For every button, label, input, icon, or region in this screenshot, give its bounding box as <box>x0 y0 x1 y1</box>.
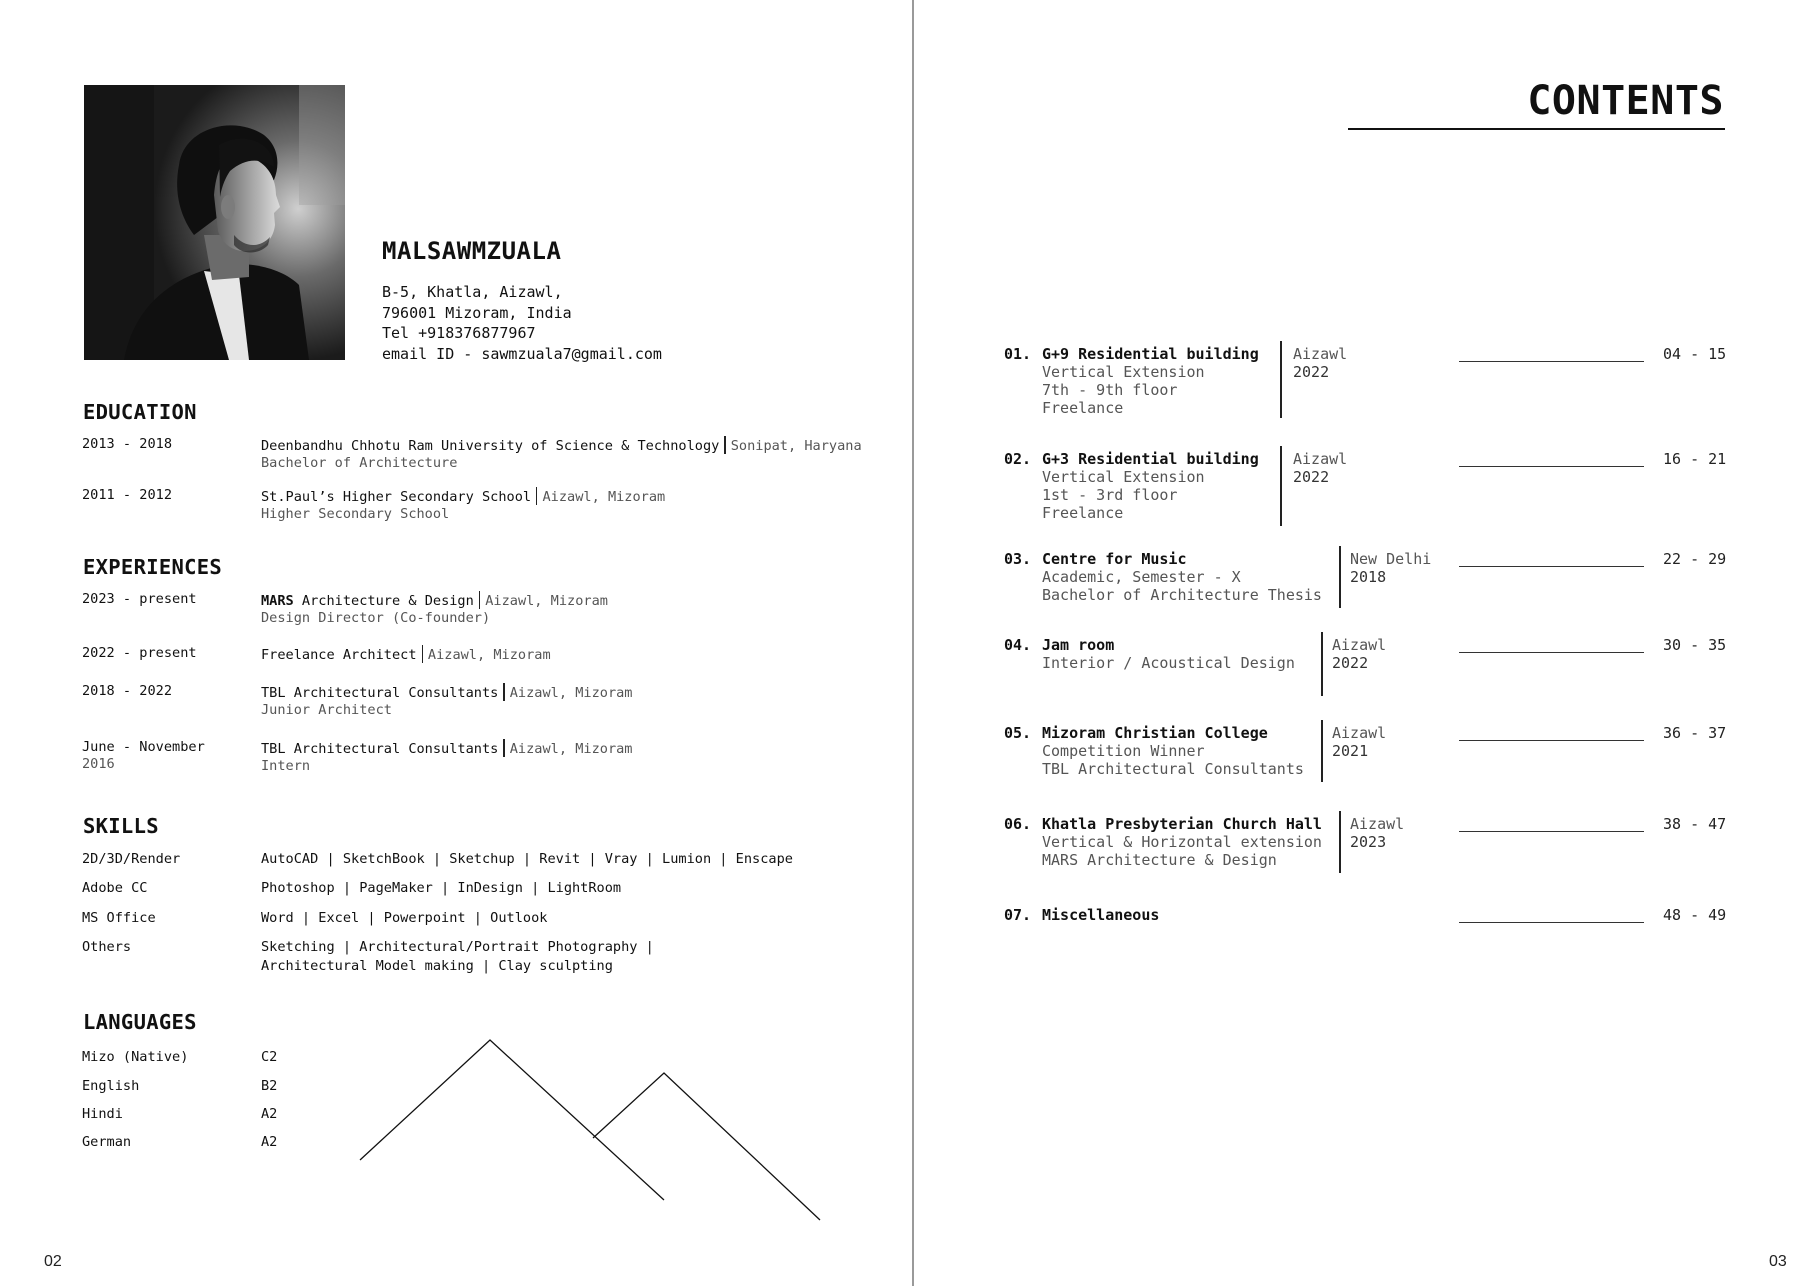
education-heading: EDUCATION <box>83 400 197 424</box>
skills-heading: SKILLS <box>83 814 159 838</box>
spread-divider <box>912 0 914 1286</box>
skill-category: 2D/3D/Render <box>82 851 181 867</box>
education-detail: Higher Secondary School <box>261 506 450 522</box>
toc-number: 03. <box>1004 550 1032 568</box>
language-name: Hindi <box>82 1106 123 1122</box>
toc-detail: Academic, Semester - X <box>1042 568 1241 586</box>
toc-detail: Vertical & Horizontal extension <box>1042 833 1322 851</box>
toc-title: G+3 Residential building <box>1042 450 1259 468</box>
toc-leader-line <box>1459 652 1644 653</box>
skill-list: Sketching | Architectural/Portrait Photography | <box>261 939 654 955</box>
profile-photo <box>84 85 345 360</box>
toc-detail: 1st - 3rd floor <box>1042 486 1178 504</box>
toc-divider <box>1280 341 1282 418</box>
toc-number: 02. <box>1004 450 1032 468</box>
toc-detail: MARS Architecture & Design <box>1042 851 1277 869</box>
toc-detail: Bachelor of Architecture Thesis <box>1042 586 1322 604</box>
toc-pages: 36 - 37 <box>1663 724 1727 742</box>
toc-title: Mizoram Christian College <box>1042 724 1268 742</box>
person-name: MALSAWMZUALA <box>382 237 562 265</box>
experience-location: Aizawl, Mizoram <box>485 593 608 609</box>
toc-year: 2022 <box>1293 363 1330 381</box>
toc-year: 2018 <box>1350 568 1387 586</box>
experience-years: 2023 - present <box>82 591 197 607</box>
separator <box>422 645 423 663</box>
toc-title: Miscellaneous <box>1042 906 1160 924</box>
toc-detail: Freelance <box>1042 504 1124 522</box>
address-line-1: B-5, Khatla, Aizawl, <box>382 283 563 301</box>
toc-number: 05. <box>1004 724 1032 742</box>
toc-year: 2022 <box>1293 468 1330 486</box>
toc-detail: Vertical Extension <box>1042 468 1205 486</box>
languages-heading: LANGUAGES <box>83 1010 197 1034</box>
experience-org-bold: MARS <box>261 593 294 609</box>
separator <box>724 436 725 454</box>
toc-divider <box>1280 446 1282 526</box>
toc-leader-line <box>1459 922 1644 923</box>
toc-number: 04. <box>1004 636 1032 654</box>
experience-role: Intern <box>261 758 311 774</box>
separator <box>536 487 537 505</box>
toc-number: 07. <box>1004 906 1032 924</box>
language-name: Mizo (Native) <box>82 1049 189 1065</box>
experience-years: 2022 - present <box>82 645 197 661</box>
toc-title: Khatla Presbyterian Church Hall <box>1042 815 1322 833</box>
experiences-heading: EXPERIENCES <box>83 555 223 579</box>
toc-place: Aizawl <box>1293 345 1348 363</box>
skill-category: MS Office <box>82 910 156 926</box>
experience-org: Architecture & Design <box>293 593 474 609</box>
experience-location: Aizawl, Mizoram <box>509 741 633 757</box>
separator <box>503 739 504 757</box>
toc-number: 01. <box>1004 345 1032 363</box>
toc-year: 2021 <box>1332 742 1369 760</box>
language-level: A2 <box>261 1106 278 1122</box>
toc-leader-line <box>1459 566 1644 567</box>
toc-pages: 30 - 35 <box>1663 636 1727 654</box>
experience-location: Aizawl, Mizoram <box>427 647 551 663</box>
toc-pages: 22 - 29 <box>1663 550 1727 568</box>
toc-divider <box>1321 632 1323 696</box>
skill-category: Others <box>82 939 132 955</box>
toc-divider <box>1339 546 1341 608</box>
experience-years: June - November <box>82 739 205 755</box>
title-underline <box>1348 128 1725 130</box>
toc-divider <box>1321 720 1323 782</box>
toc-leader-line <box>1459 831 1644 832</box>
toc-leader-line <box>1459 740 1644 741</box>
skill-list-continued: Architectural Model making | Clay sculpting <box>261 958 613 974</box>
experience-role: Design Director (Co-founder) <box>261 610 491 626</box>
experience-year-2: 2016 <box>82 756 115 772</box>
toc-detail: Interior / Acoustical Design <box>1042 654 1295 672</box>
language-level: B2 <box>261 1078 278 1094</box>
experience-org: TBL Architectural Consultants <box>261 741 499 757</box>
separator <box>503 683 504 701</box>
education-institution: St.Paul’s Higher Secondary School <box>261 489 532 505</box>
language-name: English <box>82 1078 140 1094</box>
toc-place: Aizawl <box>1293 450 1348 468</box>
skill-list: AutoCAD | SketchBook | Sketchup | Revit | Vray | Lumion | Enscape <box>261 851 793 867</box>
page-number-left: 02 <box>44 1253 62 1270</box>
experience-location: Aizawl, Mizoram <box>509 685 633 701</box>
education-years: 2011 - 2012 <box>82 487 173 503</box>
language-level: C2 <box>261 1049 278 1065</box>
education-detail: Bachelor of Architecture <box>261 455 458 471</box>
toc-title: Centre for Music <box>1042 550 1187 568</box>
experience-org: TBL Architectural Consultants <box>261 685 499 701</box>
toc-place: Aizawl <box>1332 724 1387 742</box>
toc-detail: 7th - 9th floor <box>1042 381 1178 399</box>
toc-pages: 48 - 49 <box>1663 906 1727 924</box>
language-name: German <box>82 1134 132 1150</box>
separator <box>479 591 480 609</box>
toc-pages: 16 - 21 <box>1663 450 1727 468</box>
skill-list: Photoshop | PageMaker | InDesign | LightRoom <box>261 880 622 896</box>
toc-title: Jam room <box>1042 636 1115 654</box>
experience-years: 2018 - 2022 <box>82 683 173 699</box>
experience-org: Freelance Architect <box>261 647 417 663</box>
toc-place: Aizawl <box>1332 636 1387 654</box>
toc-detail: Vertical Extension <box>1042 363 1205 381</box>
education-institution: Deenbandhu Chhotu Ram University of Science & Technology <box>261 438 720 454</box>
toc-year: 2023 <box>1350 833 1387 851</box>
toc-year: 2022 <box>1332 654 1369 672</box>
toc-title: G+9 Residential building <box>1042 345 1259 363</box>
toc-detail: TBL Architectural Consultants <box>1042 760 1304 778</box>
contact-block <box>382 282 662 364</box>
telephone: Tel +918376877967 <box>382 324 536 342</box>
toc-pages: 38 - 47 <box>1663 815 1727 833</box>
address-line-2: 796001 Mizoram, India <box>382 303 572 322</box>
education-years: 2013 - 2018 <box>82 436 173 452</box>
mountain-line-illustration <box>350 1030 830 1230</box>
toc-place: New Delhi <box>1350 550 1432 568</box>
toc-pages: 04 - 15 <box>1663 345 1727 363</box>
skill-list: Word | Excel | Powerpoint | Outlook <box>261 910 548 926</box>
toc-divider <box>1339 811 1341 873</box>
page-number-right: 03 <box>1769 1253 1787 1270</box>
skill-category: Adobe CC <box>82 880 148 896</box>
email: email ID - sawmzuala7@gmail.com <box>382 344 662 363</box>
toc-place: Aizawl <box>1350 815 1405 833</box>
toc-detail: Freelance <box>1042 399 1124 417</box>
toc-number: 06. <box>1004 815 1032 833</box>
education-location: Sonipat, Haryana <box>730 438 862 454</box>
language-level: A2 <box>261 1134 278 1150</box>
toc-detail: Competition Winner <box>1042 742 1205 760</box>
toc-leader-line <box>1459 361 1644 362</box>
contents-title: CONTENTS <box>1527 78 1724 124</box>
toc-leader-line <box>1459 466 1644 467</box>
experience-role: Junior Architect <box>261 702 392 718</box>
education-location: Aizawl, Mizoram <box>542 489 666 505</box>
